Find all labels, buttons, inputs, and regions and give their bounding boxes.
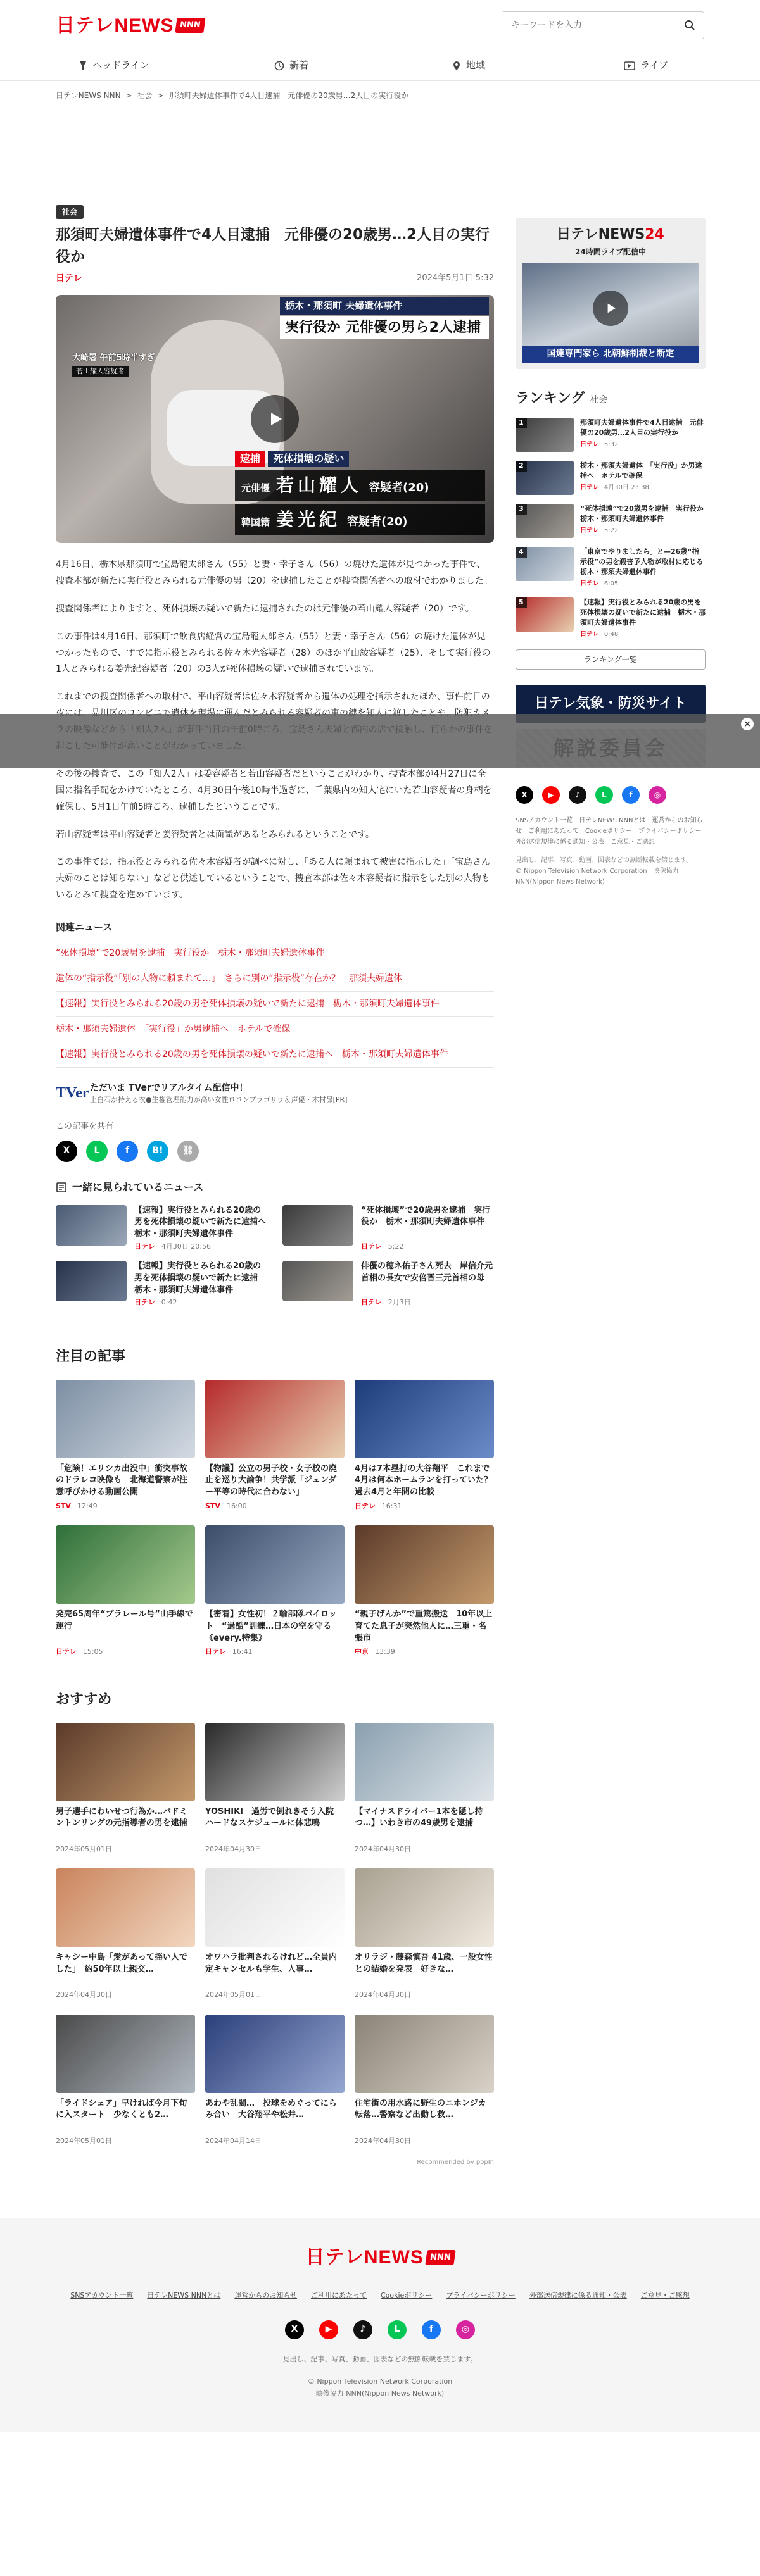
suspect-name: 若山耀人 (276, 475, 363, 496)
ranking-meta (580, 440, 706, 449)
ranking-number: 3 (516, 504, 527, 515)
instagram-icon[interactable]: ◎ (456, 2320, 475, 2339)
logo-badge: NNN (175, 18, 206, 33)
line-share-icon[interactable]: L (86, 1141, 108, 1162)
card-thumbnail (355, 1868, 494, 1947)
live-card[interactable] (516, 218, 706, 369)
related-news-link[interactable]: 遺体の“指示役”「別の人物に頼まれて…」 さらに別の“指示役”存在か？ 那須夫婦遺体 (56, 966, 494, 992)
video-player[interactable] (56, 295, 494, 543)
together-heading: 一緒に見られているニュース (72, 1180, 204, 1193)
card-thumbnail (355, 2015, 494, 2093)
footer-copyright (0, 2376, 760, 2399)
card-title: 「危険！エリシカ出没中」衝突事故のドラレコ映像も 北海道警察が注意呼びかける動画公開 (56, 1463, 188, 1497)
share-buttons (56, 1141, 494, 1162)
ranking-time: 6:05 (604, 580, 619, 587)
map-pin-icon (452, 61, 461, 71)
ranking-thumbnail (516, 418, 574, 452)
article-date: 2024年5月1日 5:32 (417, 273, 494, 283)
article-paragraph: この事件は4月16日、那須町で飲食店経営の宝島龍太郎さん（55）と妻・幸子さん（56）の焼けた遺体が見つかったもので、すでに指示役とみられる佐々木光容疑者（28）のほか平山綾容疑者（25）、そして実行役の1人とみられる姜光紀容疑者（20）の3人が死体損壊の疑いで逮捕されています。 (56, 631, 491, 675)
tver-line1: ただいま TVerでリアルタイム配信中！ (90, 1082, 248, 1093)
together-card[interactable] (56, 1205, 275, 1253)
search-icon (684, 20, 695, 31)
related-news-list (56, 941, 494, 1068)
card-meta (361, 1242, 494, 1253)
nav-label: ヘッドライン (92, 59, 149, 72)
card-meta (205, 1990, 345, 2001)
footer-link[interactable]: ご利用にあたって (310, 2291, 367, 2300)
video-caption-line2: 実行役か 元俳優の男ら2人逮捕 (280, 316, 489, 339)
card-time: 12:49 (77, 1501, 98, 1510)
main-nav (0, 51, 760, 81)
nav-latest[interactable] (203, 51, 380, 80)
suspect-role: 韓国籍 (241, 516, 270, 528)
card-source: 日テレ (205, 1648, 226, 1656)
card-thumbnail (56, 2015, 195, 2093)
card-body (361, 1261, 494, 1308)
live-logo-number: 24 (645, 227, 664, 242)
recommend-card[interactable] (56, 1868, 195, 2001)
card-title: 「ライドシェア」早ければ今月下旬に入スタート 少なくとも2… (56, 2098, 187, 2120)
nav-label: ライブ (640, 59, 669, 72)
ranking-item[interactable] (516, 547, 711, 589)
ranking-item[interactable] (516, 461, 706, 495)
recommend-grid (56, 1723, 494, 2147)
breadcrumb-home[interactable]: 日テレNEWS NNN (56, 91, 121, 100)
suspect-role: 元俳優 (241, 482, 270, 494)
card-thumbnail (56, 1723, 195, 1801)
card-thumbnail (56, 1205, 127, 1246)
ad-space (0, 110, 760, 205)
card-title: “親子げんか”で重篤搬送 10年以上育てた息子が突然他人に…三重・名張市 (355, 1610, 493, 1643)
sidebar-links[interactable]: SNSアカウント一覧 日テレNEWS NNNとは 運営からのお知らせ ご利用にあたって Cookieポリシー プライバシーポリシー 外部送信規律に係る通知・公表 ご意見・ご感想 (516, 816, 708, 846)
card-meta (205, 1844, 345, 1855)
card-thumbnail (205, 2015, 345, 2093)
recommend-card[interactable] (56, 1723, 195, 1855)
ranking-source: 日テレ (580, 484, 599, 491)
card-time: 2024年05月01日 (205, 1991, 262, 1999)
video-tag-arrest: 逮捕 (235, 451, 265, 467)
footer-link[interactable]: 外部送信規律に係る通知・公表 (529, 2291, 627, 2300)
nav-label: 地域 (466, 59, 485, 72)
ranking-title: 「東京でやりましたら」と—26歳“指示役”の男を殺害予人物が取材に応じる 栃木・那須夫婦遺体事件 (580, 547, 711, 576)
ranking-time: 5:32 (604, 441, 619, 448)
card-meta (56, 2136, 195, 2147)
tver-logo: TVer (56, 1085, 89, 1102)
ranking-thumbnail (516, 504, 574, 538)
card-meta (56, 1501, 195, 1512)
card-time: 16:41 (232, 1648, 253, 1656)
facebook-icon[interactable]: f (622, 786, 640, 804)
ranking-title: 栃木・那須夫婦遺体 「実行役」か男逮捕へ ホテルで確保 (580, 461, 702, 480)
card-source: 中京 (355, 1648, 369, 1656)
footer-link[interactable]: Cookieポリシー (380, 2291, 433, 2300)
ranking-heading-row (516, 388, 706, 409)
play-screen-icon (624, 61, 635, 71)
x-share-icon[interactable]: X (56, 1141, 77, 1162)
featured-card[interactable] (355, 1380, 501, 1512)
card-thumbnail (56, 1380, 195, 1458)
ranking-title: “死体損壊”で20歳男を逮捕 実行役か 栃木・那須町夫婦遺体事件 (580, 504, 711, 523)
card-time: 15:05 (82, 1648, 103, 1656)
card-title: 【速報】実行役とみられる20歳の男を死体損壊の疑いで新たに逮捕 栃木・那須町夫婦遺体事件 (134, 1261, 267, 1295)
card-meta (355, 1501, 494, 1512)
recommend-card[interactable] (355, 1723, 494, 1855)
card-thumbnail (205, 1525, 345, 1604)
search-button[interactable] (676, 11, 704, 39)
card-time: 2024年04月14日 (205, 2136, 262, 2145)
card-meta (361, 1297, 494, 1308)
recommend-card[interactable] (355, 1868, 494, 2001)
ranking-body (580, 597, 706, 639)
footer-logo[interactable] (0, 2243, 760, 2272)
live-caption: 国連専門家ら 北朝鮮制裁と断定 (522, 346, 699, 363)
article-paragraph: 捜査関係者によりますと、死体損壊の疑いで新たに逮捕されたのは元俳優の若山耀人容疑者（20）です。 (56, 603, 474, 614)
recommend-card[interactable] (355, 2015, 494, 2147)
card-title: キャシー中島「愛があって揺い人でした」 約50年以上親交… (56, 1953, 187, 1974)
article-paragraph: 若山容疑者は平山容疑者と姜容疑者とは面識があるとみられるということです。 (56, 829, 374, 840)
close-icon[interactable]: × (741, 718, 754, 730)
card-source: 日テレ (355, 1501, 376, 1510)
card-thumbnail (205, 1868, 345, 1947)
category-badge[interactable]: 社会 (56, 205, 84, 219)
footer-link[interactable]: 日テレNEWS NNNとは (147, 2291, 221, 2300)
recommend-card[interactable] (205, 2015, 345, 2147)
featured-card[interactable] (205, 1525, 345, 1658)
featured-card[interactable] (56, 1525, 195, 1658)
ranking-time: 0:48 (604, 630, 619, 638)
suspect-suffix: 容疑者(20) (347, 515, 408, 528)
article-paragraph: これまでの捜査関係者への取材で、平山容疑者は佐々木容疑者から遺体の処理を指示されたほか、事件前日の (56, 692, 490, 703)
recommend-card[interactable] (205, 1723, 345, 1855)
recommend-heading: おすすめ (56, 1691, 112, 1708)
card-time: 5:22 (388, 1242, 404, 1251)
ranking-item[interactable] (516, 597, 706, 639)
site-logo[interactable] (56, 11, 205, 40)
card-source: 日テレ (134, 1242, 155, 1251)
card-thumbnail (282, 1261, 353, 1301)
ranking-body (580, 461, 706, 495)
together-card[interactable] (282, 1205, 494, 1253)
breadcrumb-current: 那須町夫婦遺体事件で4人目逮捕 元俳優の20歳男…2人目の実行役か (168, 91, 409, 100)
tiktok-icon[interactable]: ♪ (569, 786, 586, 804)
news-list-icon (56, 1182, 67, 1193)
sidebar-copyright: © Nippon Television Network Corporation 映像協力 NNN(Nippon News Network) (516, 867, 679, 885)
x-icon[interactable]: X (516, 786, 533, 804)
together-grid (56, 1205, 494, 1308)
card-title: 俳優の穂ネ佑子さん死去 岸信介元首相の長女で安倍晋三元首相の母 (361, 1261, 493, 1283)
card-body (361, 1205, 494, 1253)
tver-line2: 上白石が持える衣●生権管理能力が高い女性ロコンプラゴリラ＆声優・木村昴[PR] (90, 1095, 348, 1104)
card-thumbnail (56, 1868, 195, 1947)
ad-overlay (0, 714, 760, 768)
article-paragraph: この事件では、指示役とみられる佐々木容疑者が調べに対し、「ある人に頼まれて被害に指示した」「宝島さん夫婦のことは知らない」などと供述しているということで、捜査本部は佐々木容疑者に指示をした別の人物もいるとみて捜査を進めています。 (56, 857, 490, 901)
card-time: 16:31 (381, 1501, 402, 1510)
footer-link[interactable]: プライバシーポリシー (446, 2291, 516, 2300)
footer-links (0, 2291, 760, 2301)
breadcrumb-separator: > (125, 91, 132, 100)
source-logo: 日テレ (56, 273, 82, 283)
breadcrumb (0, 81, 760, 110)
featured-card[interactable] (205, 1380, 345, 1512)
tiktok-icon[interactable]: ♪ (353, 2320, 372, 2339)
card-thumbnail (355, 1380, 494, 1458)
card-time: 2024年04月30日 (355, 1844, 411, 1853)
card-thumbnail (355, 1525, 494, 1604)
article-title: 那須町夫婦遺体事件で4人目逮捕 元俳優の20歳男…2人目の実行役か (56, 227, 490, 265)
video-lower-third (235, 451, 485, 535)
card-meta (134, 1242, 267, 1253)
youtube-icon[interactable]: ▶ (542, 786, 560, 804)
live-logo-text: 日テレNEWS (557, 227, 645, 242)
featured-card[interactable] (355, 1525, 494, 1658)
card-title: 【速報】実行役とみられる20歳の男を死体損壊の疑いで新たに逮捕へ 栃木・那須町夫婦遺体事件 (134, 1205, 275, 1239)
ranking-number: 1 (516, 418, 527, 428)
card-meta (355, 1844, 494, 1855)
search-input[interactable] (502, 12, 676, 39)
ranking-thumbnail (516, 597, 574, 632)
ranking-time: 5:22 (604, 527, 619, 534)
card-title: オリラジ・藤森慎吾 41歳、一般女性との結婚を発表 好きな… (355, 1953, 493, 1974)
ranking-title: 【速報】実行役とみられる20歳の男を死体損壊の疑いで新たに逮捕 栃木・那須町夫婦遺体事件 (580, 597, 706, 627)
card-body (134, 1261, 267, 1308)
card-time: 2024年04月30日 (56, 1991, 112, 1999)
card-title: オワハラ批判されるけれど…全員内定キャンセルも学生、人事… (205, 1953, 338, 1974)
related-news-link[interactable]: “死体損壊”で20歳男を逮捕 実行役か 栃木・那須町夫婦遺体事件 (56, 941, 494, 966)
ranking-item[interactable] (516, 504, 711, 538)
card-time: 13:39 (375, 1648, 395, 1656)
instagram-icon[interactable]: ◎ (649, 786, 666, 804)
card-meta (56, 1990, 195, 2001)
footer-link[interactable]: SNSアカウント一覧 (70, 2291, 134, 2300)
nav-region[interactable] (380, 51, 557, 80)
video-caption-subject: 若山耀人容疑者 (72, 366, 129, 378)
youtube-icon[interactable]: ▶ (319, 2320, 338, 2339)
card-source: STV (205, 1501, 220, 1510)
footer-note: 見出し、記事、写真、動画、図表などの無断転載を禁じます。 (282, 2354, 478, 2363)
ranking-thumbnail (516, 547, 574, 581)
flashlight-icon (79, 61, 87, 71)
nav-live[interactable] (557, 51, 735, 80)
logo-text: 日テレNEWS (56, 15, 174, 36)
suspect-suffix: 容疑者(20) (369, 481, 429, 494)
recommend-card[interactable] (205, 1868, 345, 2001)
featured-grid (56, 1380, 501, 1658)
site-footer (0, 2218, 760, 2431)
ranking-source: 日テレ (580, 527, 599, 534)
card-thumbnail (205, 1380, 345, 1458)
ranking-meta (580, 483, 706, 492)
card-title: 【物議】公立の男子校・女子校の廃止を巡り大論争！共学派「ジェンダー平等の時代に合わない」 (205, 1463, 338, 1497)
card-title: YOSHIKI 過労で倒れきそう入院 ハードなスケジュールに体悲鳴 (205, 1806, 343, 1829)
card-meta (205, 2136, 345, 2147)
related-news-link[interactable]: 【速報】実行役とみられる20歳の男を死体損壊の疑いで新たに逮捕 栃木・那須町夫婦遺体事件 (56, 992, 494, 1017)
logo-badge: NNN (425, 2250, 455, 2265)
card-meta (56, 1844, 195, 1855)
related-news-link[interactable]: 栃木・那須夫婦遺体 「実行役」か男逮捕へ ホテルで確保 (56, 1017, 494, 1042)
card-time: 2024年05月01日 (56, 1844, 112, 1853)
card-thumbnail (355, 1723, 494, 1801)
video-caption-left (72, 352, 155, 378)
live-thumbnail[interactable] (522, 263, 699, 363)
live-play-button[interactable] (593, 291, 628, 326)
ranking-source: 日テレ (580, 580, 599, 587)
ranking-list (516, 418, 711, 639)
card-time: 2024年04月30日 (355, 2136, 411, 2145)
share-heading: この記事を共有 (56, 1122, 114, 1132)
ranking-source: 日テレ (580, 630, 599, 638)
live-subtitle: 24時間ライブ配信中 (575, 247, 646, 256)
card-time: 2024年05月01日 (56, 2136, 112, 2145)
weather-banner-text: 日テレ気象・防災サイト (534, 696, 687, 712)
hatena-share-icon[interactable]: B! (147, 1141, 168, 1162)
logo-text: 日テレNEWS (305, 2247, 424, 2268)
sidebar (516, 205, 711, 2167)
article-paragraph: 4月16日、栃木県那須町で宝島龍太郎さん（55）と妻・幸子さん（56）の焼けた遺体が見つかった事件で、捜査本部が新たに実行役とみられる元俳優の男（20）を逮捕したことが捜査関係者への取材でわかりました。 (56, 560, 493, 586)
breadcrumb-category[interactable]: 社会 (137, 91, 153, 100)
ranking-title: 那須町夫婦遺体事件で4人目逮捕 元俳優の20歳男…2人目の実行役か (580, 418, 704, 437)
card-thumbnail (56, 1525, 195, 1604)
footer-copyright-line1: © Nippon Television Network Corporation (307, 2377, 453, 2386)
card-meta (56, 1647, 195, 1658)
related-news-heading: 関連ニュース (56, 922, 113, 934)
footer-link[interactable]: ご意見・ご感想 (640, 2291, 690, 2300)
article-main (56, 205, 501, 2167)
tver-promo[interactable] (56, 1082, 494, 1106)
card-meta (355, 2136, 494, 2147)
video-caption-top (280, 297, 489, 339)
sidebar-social (516, 786, 706, 804)
card-meta (134, 1297, 267, 1308)
ranking-meta (580, 526, 706, 535)
recommend-card[interactable] (56, 2015, 195, 2147)
card-time: 16:00 (226, 1501, 247, 1510)
card-title: 住宅街の用水路に野生のニホンジカ転落…警察など出動し救… (355, 2098, 486, 2120)
card-time: 2024年04月30日 (205, 1844, 262, 1853)
line-icon[interactable]: L (595, 786, 613, 804)
card-source: STV (56, 1501, 71, 1510)
ranking-thumbnail (516, 461, 574, 495)
suspect-row (235, 504, 485, 535)
card-thumbnail (56, 1261, 127, 1301)
footer-link[interactable]: 運営からのお知らせ (234, 2291, 297, 2300)
together-card[interactable] (282, 1261, 494, 1308)
card-title: あわや乱闘… 投球をめぐってにらみ合い 大谷翔平や松井… (205, 2098, 337, 2120)
ranking-meta (580, 579, 706, 589)
video-tag-charge: 死体損壊の疑い (268, 451, 349, 467)
ranking-heading: ランキング (516, 391, 585, 406)
card-thumbnail (282, 1205, 353, 1246)
card-title: 男子選手にわいせつ行為か…バドミントンリングの元指導者の男を逮捕 (56, 1806, 187, 1829)
card-meta (355, 1647, 494, 1658)
breadcrumb-separator: > (157, 91, 164, 100)
ranking-number: 2 (516, 461, 527, 472)
card-title: 【マイナスドライバー1本を隠し持つ…】いわき市の49歳男を逮捕 (355, 1806, 483, 1829)
ranking-meta (580, 630, 706, 639)
article-meta (56, 272, 494, 285)
together-heading-row (56, 1180, 494, 1195)
live-logo (522, 224, 699, 245)
play-icon (265, 410, 284, 428)
play-icon (604, 301, 618, 315)
card-title: 4月は7本塁打の大谷翔平 これまで4月は何本ホームランを打っていた？ 過去4月と年間の比較 (355, 1463, 501, 1497)
content-wrap (0, 205, 760, 2167)
facebook-icon[interactable]: f (422, 2320, 441, 2339)
related-news-link[interactable]: 【速報】実行役とみられる20歳の男を死体損壊の疑いで新たに逮捕へ 栃木・那須町夫婦遺体事件 (56, 1042, 494, 1068)
article-paragraph: その後の捜査で、この「知人2人」は姜容疑者と若山容疑者だということがわかり、捜査本部が4月27日に全国に指名手配をかけていたところ、4月30日午後10時半過ぎに、千葉県内の知人宅にいた若山容疑者の身柄を確保し、5月1日午前5時ごろ、逮捕したということです。 (56, 768, 492, 812)
ranking-more-button[interactable]: ランキング一覧 (516, 649, 706, 670)
ranking-source: 日テレ (580, 441, 599, 448)
ranking-body (580, 504, 711, 538)
x-icon[interactable]: X (285, 2320, 304, 2339)
ranking-time: 4月30日 23:38 (604, 484, 649, 491)
card-time: 2024年04月30日 (355, 1991, 411, 1999)
card-title: “死体損壊”で20歳男を逮捕 実行役か 栃木・那須町夫婦遺体事件 (361, 1205, 491, 1227)
ranking-body (580, 418, 706, 452)
sidebar-note (516, 855, 706, 887)
footer-copyright-line2: 映像協力 NNN(Nippon News Network) (315, 2389, 445, 2398)
card-source: 日テレ (134, 1298, 155, 1307)
featured-card[interactable] (56, 1380, 195, 1512)
ranking-category: 社会 (590, 395, 608, 405)
suspect-row (235, 470, 485, 501)
card-time: 0:42 (161, 1298, 177, 1307)
line-icon[interactable]: L (388, 2320, 407, 2339)
site-header (0, 0, 760, 51)
card-time: 4月30日 20:56 (161, 1242, 211, 1251)
featured-heading: 注目の記事 (56, 1348, 126, 1365)
together-card[interactable] (56, 1261, 267, 1308)
ranking-number: 4 (516, 547, 527, 558)
recommend-credit[interactable]: Recommended by popIn (417, 2159, 494, 2166)
video-play-button[interactable] (251, 395, 299, 443)
search-box (502, 11, 704, 39)
suspect-name: 姜光紀 (276, 509, 341, 530)
card-meta (205, 1501, 345, 1512)
link-copy-icon[interactable]: ⛓ (177, 1141, 199, 1162)
video-caption-location: 大崎署 午前5時半すぎ (72, 353, 155, 363)
card-time: 2月3日 (388, 1298, 411, 1307)
clock-icon (274, 61, 284, 71)
video-caption-line1: 栃木・那須町 夫婦遺体事件 (280, 297, 489, 315)
card-source: 日テレ (361, 1298, 382, 1307)
card-thumbnail (205, 1723, 345, 1801)
card-meta (205, 1647, 345, 1658)
facebook-share-icon[interactable]: f (117, 1141, 138, 1162)
card-title: 【密着】女性初！２輪部隊パイロット “過酷”訓練…日本の空を守る《every.特集》 (205, 1610, 337, 1643)
card-title: 発売65周年“プラレール号”山手線で運行 (56, 1610, 193, 1631)
card-body (134, 1205, 275, 1253)
sidebar-note-text: 見出し、記事、写真、動画、図表などの無断転載を禁じます。 (516, 856, 693, 864)
ranking-number: 5 (516, 597, 527, 608)
card-source: 日テレ (361, 1242, 382, 1251)
card-source: 日テレ (56, 1648, 77, 1656)
ranking-body (580, 547, 711, 589)
card-meta (355, 1990, 494, 2001)
nav-headline[interactable] (25, 51, 203, 80)
footer-social (0, 2320, 760, 2339)
nav-label: 新着 (289, 59, 308, 72)
ranking-item[interactable] (516, 418, 706, 452)
